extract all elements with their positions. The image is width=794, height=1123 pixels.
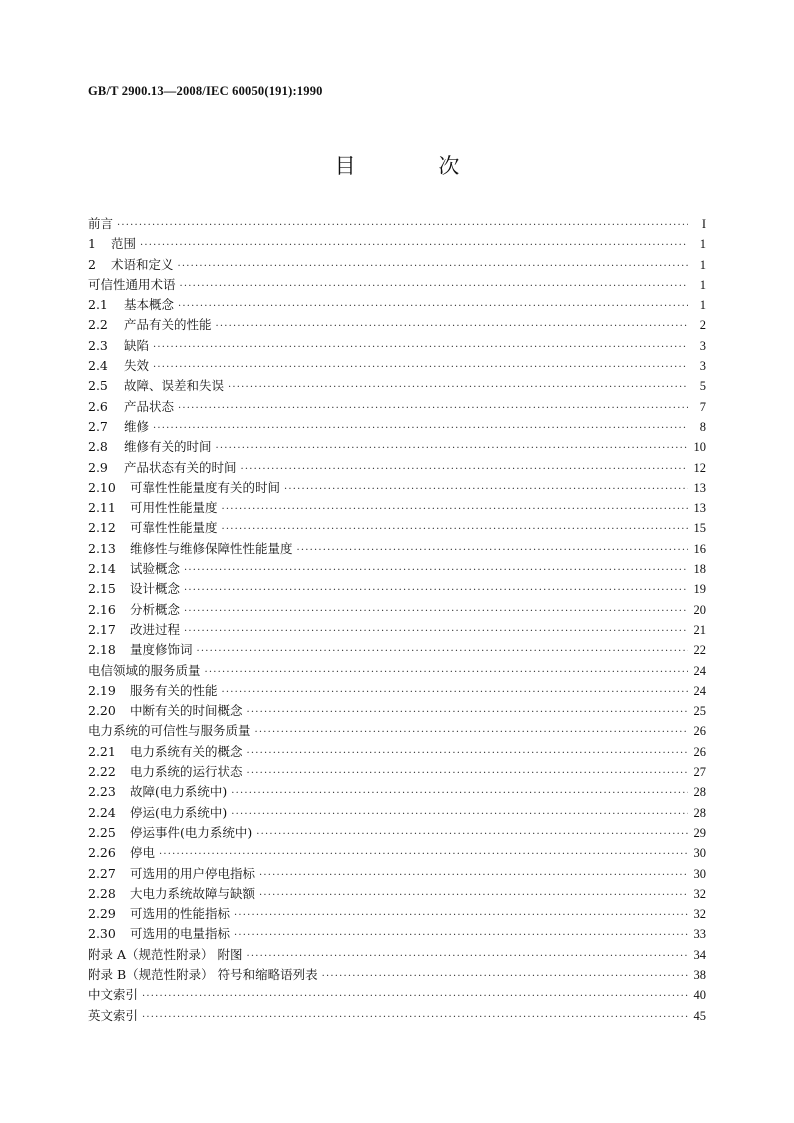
toc-entry-label: 分析概念: [130, 601, 181, 617]
document-header: GB/T 2900.13—2008/IEC 60050(191):1990: [88, 84, 323, 98]
toc-leader-dots: [247, 768, 688, 779]
toc-entry-label: 故障(电力系统中): [130, 784, 228, 800]
toc-entry[interactable]: [88, 214, 706, 234]
toc-entry-number: 2.8: [88, 439, 108, 455]
toc-entry-page: 32: [693, 907, 706, 922]
page-title: 目 次: [334, 154, 498, 178]
toc-entry[interactable]: [88, 478, 706, 498]
toc-entry-number: 2.15: [88, 581, 116, 597]
toc-entry-number: 2.9: [88, 459, 108, 475]
toc-entry[interactable]: [88, 681, 706, 701]
toc-entry-label: 电信领域的服务质量: [88, 662, 201, 678]
toc-leader-dots: [222, 504, 688, 515]
toc-leader-dots: [222, 524, 688, 535]
toc-entry[interactable]: [88, 397, 706, 417]
toc-entry[interactable]: [88, 1006, 706, 1026]
toc-entry-label: 可靠性性能量度有关的时间: [130, 479, 281, 495]
toc-leader-dots: [142, 1012, 688, 1023]
toc-entry-page: 7: [699, 399, 706, 414]
toc-entry-label: 附录 B（规范性附录） 符号和缩略语列表: [88, 966, 318, 982]
toc-entry-label: 中文索引: [88, 987, 139, 1003]
toc-entry-page: 13: [693, 480, 706, 495]
toc-entry-page: 29: [693, 825, 706, 840]
toc-leader-dots: [184, 565, 688, 576]
toc-leader-dots: [142, 991, 688, 1002]
toc-leader-dots: [222, 687, 688, 698]
toc-entry-label: 可用性性能量度: [130, 500, 218, 516]
toc-entry-page: 18: [693, 562, 706, 577]
toc-entry-number: 2.30: [88, 926, 116, 942]
toc-leader-dots: [178, 261, 688, 272]
toc-entry-page: 26: [693, 744, 706, 759]
toc-entry-label: 故障、误差和失误: [124, 378, 225, 394]
toc-entry-label: 产品有关的性能: [124, 317, 212, 333]
toc-leader-dots: [259, 890, 688, 901]
toc-entry-number: 2.5: [88, 378, 108, 394]
toc-entry[interactable]: [88, 417, 706, 437]
toc-entry-number: 2.27: [88, 865, 116, 881]
toc-entry-label: 可选用的用户停电指标: [130, 865, 256, 881]
toc-entry-number: 2.16: [88, 601, 116, 617]
toc-entry-number: 2.24: [88, 804, 116, 820]
toc-leader-dots: [180, 281, 688, 292]
toc-entry-number: 2.26: [88, 845, 116, 861]
toc-entry-number: 2.11: [88, 500, 116, 516]
toc-entry[interactable]: [88, 742, 706, 762]
toc-entry-page: 2: [699, 318, 706, 333]
toc-leader-dots: [322, 971, 688, 982]
toc-leader-dots: [259, 870, 688, 881]
toc-entry-label: 电力系统的运行状态: [130, 764, 243, 780]
toc-entry-page: 20: [693, 602, 706, 617]
toc-entry-page: 22: [693, 643, 706, 658]
toc-entry-page: 19: [693, 582, 706, 597]
toc-leader-dots: [256, 829, 688, 840]
toc-leader-dots: [234, 930, 688, 941]
toc-entry-page: 34: [693, 947, 706, 962]
toc-entry-page: I: [701, 217, 706, 231]
toc-entry-number: 2.22: [88, 764, 116, 780]
toc-entry-page: 5: [699, 379, 706, 394]
toc-leader-dots: [231, 788, 688, 799]
toc-entry-label: 改进过程: [130, 621, 181, 637]
toc-entry-number: 2.7: [88, 418, 108, 434]
toc-leader-dots: [284, 484, 688, 495]
toc-entry[interactable]: [88, 498, 706, 518]
toc-leader-dots: [153, 362, 688, 373]
table-of-contents: [88, 214, 706, 1026]
toc-entry-page: 30: [693, 866, 706, 881]
toc-entry-label: 可选用的性能指标: [130, 906, 231, 922]
toc-entry-page: 38: [693, 967, 706, 982]
toc-entry[interactable]: [88, 965, 706, 985]
toc-leader-dots: [153, 423, 688, 434]
toc-leader-dots: [216, 321, 688, 332]
toc-entry[interactable]: [88, 275, 706, 295]
toc-leader-dots: [234, 910, 688, 921]
toc-entry-number: 2.13: [88, 540, 116, 556]
toc-entry-label: 前言: [88, 216, 114, 231]
toc-entry[interactable]: [88, 336, 706, 356]
toc-entry-label: 产品状态: [124, 398, 175, 414]
toc-entry-page: 45: [693, 1008, 706, 1023]
toc-entry[interactable]: [88, 518, 706, 538]
toc-entry-label: 服务有关的性能: [130, 682, 218, 698]
toc-leader-dots: [255, 727, 688, 738]
toc-entry-page: 40: [693, 988, 706, 1003]
toc-leader-dots: [205, 667, 688, 678]
toc-entry-page: 8: [699, 419, 706, 434]
toc-entry-page: 24: [693, 683, 706, 698]
toc-entry-number: 2.14: [88, 561, 116, 577]
toc-entry-page: 33: [693, 927, 706, 942]
toc-leader-dots: [231, 809, 688, 820]
toc-entry[interactable]: [88, 579, 706, 599]
toc-entry[interactable]: [88, 721, 706, 741]
toc-entry[interactable]: [88, 458, 706, 478]
toc-entry-page: 21: [693, 622, 706, 637]
toc-leader-dots: [247, 707, 688, 718]
toc-entry-number: 2.17: [88, 621, 116, 637]
toc-leader-dots: [178, 301, 688, 312]
toc-entry-page: 16: [693, 541, 706, 556]
toc-entry-number: 2.28: [88, 885, 116, 901]
toc-entry-label: 停运事件(电力系统中): [130, 824, 253, 840]
toc-entry[interactable]: [88, 559, 706, 579]
toc-leader-dots: [246, 951, 688, 962]
toc-entry-label: 缺陷: [124, 337, 150, 353]
toc-entry[interactable]: [88, 295, 706, 315]
toc-entry-number: 2.6: [88, 398, 108, 414]
toc-entry[interactable]: [88, 782, 706, 802]
toc-entry-page: 1: [699, 298, 706, 313]
toc-entry-number: 2.21: [88, 743, 116, 759]
toc-entry-page: 15: [693, 521, 706, 536]
toc-entry-page: 26: [693, 724, 706, 739]
toc-entry-number: 2.2: [88, 317, 108, 333]
toc-entry[interactable]: [88, 315, 706, 335]
toc-leader-dots: [178, 403, 688, 414]
toc-entry[interactable]: [88, 884, 706, 904]
toc-entry-label: 可靠性性能量度: [130, 520, 218, 536]
toc-entry[interactable]: [88, 640, 706, 660]
toc-entry-number: 2.20: [88, 703, 116, 719]
toc-leader-dots: [216, 443, 688, 454]
toc-leader-dots: [184, 626, 688, 637]
toc-leader-dots: [247, 748, 688, 759]
toc-entry[interactable]: [88, 255, 706, 275]
toc-entry[interactable]: [88, 823, 706, 843]
toc-entry[interactable]: [88, 864, 706, 884]
toc-entry-page: 28: [693, 805, 706, 820]
toc-entry-page: 30: [693, 846, 706, 861]
toc-entry[interactable]: [88, 762, 706, 782]
toc-entry-label: 维修有关的时间: [124, 439, 212, 455]
toc-leader-dots: [159, 849, 688, 860]
toc-entry[interactable]: [88, 356, 706, 376]
toc-entry[interactable]: [88, 803, 706, 823]
toc-entry-page: 25: [693, 704, 706, 719]
toc-entry-number: 2.1: [88, 297, 108, 313]
toc-entry[interactable]: [88, 661, 706, 681]
toc-entry-label: 基本概念: [124, 297, 175, 313]
toc-leader-dots: [184, 585, 688, 596]
toc-entry[interactable]: [88, 904, 706, 924]
toc-entry-page: 1: [699, 237, 706, 252]
toc-entry-number: 2.3: [88, 337, 108, 353]
toc-entry-number: 1: [88, 236, 96, 252]
toc-entry-number: 2: [88, 256, 96, 272]
toc-entry-label: 维修性与维修保障性性能量度: [130, 540, 293, 556]
toc-entry-label: 范围: [111, 236, 137, 252]
toc-entry[interactable]: [88, 539, 706, 559]
toc-entry[interactable]: [88, 924, 706, 944]
toc-entry-label: 产品状态有关的时间: [124, 459, 237, 475]
toc-entry-number: 2.23: [88, 784, 116, 800]
toc-entry-page: 3: [699, 359, 706, 374]
toc-entry-label: 量度修饰词: [130, 642, 193, 658]
toc-entry-page: 12: [693, 460, 706, 475]
toc-entry-number: 2.10: [88, 479, 116, 495]
toc-entry-page: 1: [699, 277, 706, 292]
toc-entry-page: 1: [699, 257, 706, 272]
toc-leader-dots: [117, 220, 688, 231]
toc-entry-label: 可信性通用术语: [88, 276, 176, 292]
toc-entry-label: 附录 A（规范性附录） 附图: [88, 946, 243, 962]
toc-entry-page: 24: [693, 663, 706, 678]
toc-entry-page: 13: [693, 501, 706, 516]
toc-entry-label: 英文索引: [88, 1007, 139, 1023]
toc-leader-dots: [140, 240, 688, 251]
toc-entry-label: 可选用的电量指标: [130, 926, 231, 942]
toc-entry[interactable]: [88, 234, 706, 254]
toc-entry-page: 10: [693, 440, 706, 455]
toc-leader-dots: [297, 545, 688, 556]
toc-entry-number: 2.25: [88, 824, 116, 840]
toc-entry-number: 2.12: [88, 520, 116, 536]
toc-leader-dots: [197, 646, 688, 657]
toc-entry-number: 2.4: [88, 358, 108, 374]
toc-entry[interactable]: [88, 376, 706, 396]
toc-entry-label: 电力系统有关的概念: [130, 743, 243, 759]
toc-entry-label: 电力系统的可信性与服务质量: [88, 723, 251, 739]
toc-leader-dots: [241, 464, 688, 475]
toc-entry-number: 2.29: [88, 906, 116, 922]
toc-entry-label: 失效: [124, 358, 150, 374]
toc-entry-page: 28: [693, 785, 706, 800]
toc-entry-label: 停电: [130, 845, 156, 861]
toc-entry-label: 大电力系统故障与缺额: [130, 885, 256, 901]
toc-entry[interactable]: [88, 600, 706, 620]
toc-entry[interactable]: [88, 985, 706, 1005]
toc-entry[interactable]: [88, 620, 706, 640]
toc-leader-dots: [184, 606, 688, 617]
toc-entry[interactable]: [88, 843, 706, 863]
toc-entry-number: 2.19: [88, 682, 116, 698]
toc-entry-page: 32: [693, 886, 706, 901]
toc-entry-page: 3: [699, 338, 706, 353]
toc-entry-label: 术语和定义: [111, 256, 174, 272]
toc-entry[interactable]: [88, 701, 706, 721]
toc-entry-label: 维修: [124, 418, 150, 434]
toc-entry-number: 2.18: [88, 642, 116, 658]
toc-entry-page: 27: [693, 765, 706, 780]
toc-entry[interactable]: [88, 945, 706, 965]
toc-entry-label: 中断有关的时间概念: [130, 703, 243, 719]
toc-entry[interactable]: [88, 437, 706, 457]
toc-entry-label: 试验概念: [130, 561, 181, 577]
toc-leader-dots: [153, 342, 688, 353]
toc-leader-dots: [228, 382, 688, 393]
toc-entry-label: 设计概念: [130, 581, 181, 597]
toc-entry-label: 停运(电力系统中): [130, 804, 228, 820]
